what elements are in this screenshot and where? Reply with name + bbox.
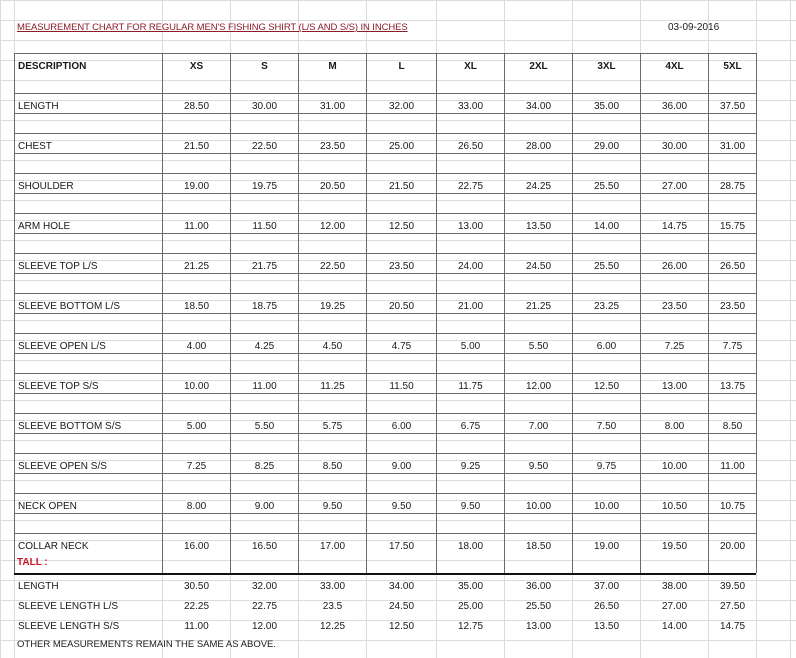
gridline-horizontal [0,0,796,1]
measurement-cell: 19.50 [661,541,688,552]
gridline-horizontal [0,400,796,401]
measurement-cell: 9.50 [460,501,481,512]
tall-measurement-cell: 38.00 [661,581,688,592]
measurement-cell: 4.50 [322,341,343,352]
measurement-cell: 10.00 [593,501,620,512]
measurement-cell: 8.50 [722,421,743,432]
tall-measurement-cell: 32.00 [251,581,278,592]
row-label: SLEEVE TOP S/S [18,381,99,392]
measurement-cell: 28.00 [525,141,552,152]
measurement-cell: 5.00 [460,341,481,352]
measurement-cell: 8.00 [186,501,207,512]
measurement-cell: 8.25 [254,461,275,472]
size-header: 3XL [597,61,616,72]
gridline-horizontal [0,520,796,521]
tall-measurement-cell: 12.50 [388,621,415,632]
measurement-cell: 21.50 [388,181,415,192]
measurement-cell: 4.75 [391,341,412,352]
tall-measurement-cell: 23.5 [322,601,343,612]
tall-measurement-cell: 14.00 [661,621,688,632]
row-label: SLEEVE BOTTOM L/S [18,301,121,312]
table-border [14,93,756,94]
measurement-cell: 9.00 [391,461,412,472]
measurement-cell: 26.50 [457,141,484,152]
measurement-cell: 7.75 [722,341,743,352]
tall-measurement-cell: 37.00 [593,581,620,592]
measurement-cell: 32.00 [388,101,415,112]
measurement-cell: 7.25 [186,461,207,472]
row-label: COLLAR NECK [18,541,89,552]
measurement-cell: 20.50 [319,181,346,192]
measurement-cell: 11.50 [252,221,277,232]
measurement-cell: 11.50 [389,381,414,392]
measurement-cell: 26.00 [661,261,688,272]
table-border [756,53,757,573]
measurement-cell: 10.00 [661,461,688,472]
measurement-cell: 13.00 [457,221,484,232]
size-header: 5XL [723,61,742,72]
measurement-cell: 20.00 [719,541,746,552]
tall-measurement-cell: 26.50 [593,601,620,612]
tall-measurement-cell: 22.75 [251,601,278,612]
measurement-cell: 9.50 [528,461,549,472]
measurement-cell: 24.50 [525,261,552,272]
measurement-cell: 30.00 [251,101,278,112]
gridline-horizontal [0,240,796,241]
measurement-cell: 26.50 [719,261,746,272]
tall-measurement-cell: 14.75 [719,621,746,632]
tall-measurement-cell: 30.50 [183,581,210,592]
measurement-cell: 5.75 [322,421,343,432]
measurement-cell: 18.50 [183,301,210,312]
size-header: XS [189,61,204,72]
tall-measurement-cell: 27.00 [661,601,688,612]
measurement-cell: 25.00 [388,141,415,152]
tall-measurement-cell: 34.00 [388,581,415,592]
measurement-cell: 12.00 [525,381,552,392]
measurement-cell: 24.25 [525,181,552,192]
tall-row-label: SLEEVE LENGTH S/S [18,621,120,632]
tall-measurement-cell: 33.00 [319,581,346,592]
measurement-cell: 36.00 [661,101,688,112]
measurement-cell: 23.50 [388,261,415,272]
table-border [14,373,756,374]
measurement-cell: 15.75 [719,221,746,232]
measurement-cell: 10.75 [719,501,746,512]
table-border [14,453,756,454]
measurement-cell: 7.25 [664,341,685,352]
tall-measurement-cell: 22.25 [183,601,210,612]
measurement-cell: 4.00 [186,341,207,352]
measurement-cell: 21.75 [251,261,278,272]
measurement-cell: 21.50 [183,141,210,152]
measurement-cell: 18.50 [525,541,552,552]
measurement-cell: 9.25 [460,461,481,472]
gridline-vertical [0,0,1,658]
measurement-cell: 27.00 [661,181,688,192]
table-border [14,213,756,214]
measurement-cell: 19.25 [319,301,346,312]
measurement-cell: 10.50 [661,501,688,512]
measurement-cell: 16.00 [183,541,210,552]
measurement-cell: 11.25 [320,381,345,392]
row-label: SLEEVE BOTTOM S/S [18,421,122,432]
size-header: 2XL [529,61,548,72]
tall-measurement-cell: 12.25 [319,621,346,632]
tall-row-label: LENGTH [18,581,59,592]
row-label: SLEEVE TOP L/S [18,261,98,272]
table-border [14,333,756,334]
measurement-cell: 16.50 [251,541,278,552]
row-label: SLEEVE OPEN S/S [18,461,107,472]
gridline-horizontal [0,320,796,321]
measurement-cell: 11.00 [184,221,209,232]
measurement-cell: 8.50 [322,461,343,472]
measurement-cell: 9.50 [322,501,343,512]
size-header: S [261,61,268,72]
gridline-horizontal [0,480,796,481]
measurement-cell: 9.75 [596,461,617,472]
measurement-cell: 13.50 [525,221,552,232]
tall-measurement-cell: 35.00 [457,581,484,592]
measurement-cell: 34.00 [525,101,552,112]
measurement-cell: 17.00 [319,541,346,552]
measurement-cell: 14.75 [661,221,688,232]
table-border [14,253,756,254]
table-border [14,493,756,494]
tall-divider-line [14,573,756,575]
table-border [14,173,756,174]
measurement-cell: 31.00 [319,101,346,112]
measurement-cell: 6.75 [460,421,481,432]
measurement-cell: 19.75 [251,181,278,192]
tall-measurement-cell: 13.00 [525,621,552,632]
measurement-cell: 12.00 [319,221,346,232]
gridline-horizontal [0,160,796,161]
measurement-cell: 37.50 [719,101,746,112]
gridline-vertical [790,0,791,658]
measurement-cell: 21.25 [525,301,552,312]
measurement-cell: 8.00 [664,421,685,432]
table-border [14,293,756,294]
measurement-cell: 28.75 [719,181,746,192]
measurement-cell: 24.00 [457,261,484,272]
measurement-cell: 29.00 [593,141,620,152]
measurement-cell: 20.50 [388,301,415,312]
row-label: NECK OPEN [18,501,77,512]
measurement-cell: 7.50 [596,421,617,432]
measurement-cell: 7.00 [528,421,549,432]
table-border [14,533,756,534]
measurement-cell: 11.00 [252,381,277,392]
size-header: 4XL [665,61,684,72]
gridline-horizontal [0,440,796,441]
gridline-horizontal [0,120,796,121]
row-label: ARM HOLE [18,221,71,232]
measurement-cell: 5.00 [186,421,207,432]
row-label: SHOULDER [18,181,74,192]
measurement-cell: 19.00 [183,181,210,192]
measurement-cell: 17.50 [388,541,415,552]
table-border [14,133,756,134]
table-border [14,53,756,54]
measurement-cell: 28.50 [183,101,210,112]
measurement-cell: 22.75 [457,181,484,192]
measurement-cell: 35.00 [593,101,620,112]
measurement-cell: 21.00 [457,301,484,312]
measurement-cell: 9.50 [391,501,412,512]
size-header: L [398,61,405,72]
measurement-cell: 18.75 [251,301,278,312]
measurement-cell: 31.00 [719,141,746,152]
tall-measurement-cell: 25.50 [525,601,552,612]
sheet-title: MEASUREMENT CHART FOR REGULAR MEN'S FISHING SHIRT (L/S AND S/S) IN INCHES [17,22,408,33]
description-header: DESCRIPTION [18,61,87,72]
measurement-cell: 9.00 [254,501,275,512]
measurement-cell: 5.50 [528,341,549,352]
measurement-cell: 14.00 [593,221,620,232]
gridline-horizontal [0,280,796,281]
measurement-cell: 12.50 [593,381,620,392]
measurement-cell: 5.50 [254,421,275,432]
measurement-cell: 6.00 [391,421,412,432]
table-border [14,413,756,414]
measurement-cell: 23.50 [661,301,688,312]
gridline-horizontal [0,40,796,41]
measurement-cell: 33.00 [457,101,484,112]
measurement-cell: 22.50 [251,141,278,152]
gridline-horizontal [0,360,796,361]
measurement-cell: 23.50 [319,141,346,152]
measurement-cell: 19.00 [593,541,620,552]
tall-section-label: TALL : [17,557,48,568]
tall-measurement-cell: 12.75 [457,621,484,632]
measurement-cell: 10.00 [183,381,210,392]
measurement-cell: 11.00 [720,461,745,472]
measurement-cell: 23.25 [593,301,620,312]
measurement-cell: 18.00 [457,541,484,552]
measurement-cell: 25.50 [593,181,620,192]
tall-measurement-cell: 24.50 [388,601,415,612]
tall-measurement-cell: 27.50 [719,601,746,612]
measurement-cell: 4.25 [254,341,275,352]
measurement-cell: 23.50 [719,301,746,312]
row-label: LENGTH [18,101,59,112]
gridline-horizontal [0,560,796,561]
measurement-cell: 6.00 [596,341,617,352]
measurement-cell: 30.00 [661,141,688,152]
tall-measurement-cell: 25.00 [457,601,484,612]
tall-measurement-cell: 12.00 [251,621,278,632]
sheet-date: 03-09-2016 [668,22,720,33]
gridline-horizontal [0,200,796,201]
measurement-cell: 12.50 [388,221,415,232]
tall-row-label: SLEEVE LENGTH L/S [18,601,119,612]
measurement-cell: 21.25 [183,261,210,272]
row-label: CHEST [18,141,52,152]
measurement-cell: 22.50 [319,261,346,272]
tall-measurement-cell: 11.00 [184,621,209,632]
tall-measurement-cell: 13.50 [593,621,620,632]
measurement-cell: 25.50 [593,261,620,272]
tall-measurement-cell: 36.00 [525,581,552,592]
measurement-cell: 13.75 [719,381,746,392]
footnote: OTHER MEASUREMENTS REMAIN THE SAME AS ABOVE. [17,639,277,650]
gridline-horizontal [0,80,796,81]
tall-measurement-cell: 39.50 [719,581,746,592]
size-header: M [328,61,337,72]
measurement-cell: 10.00 [525,501,552,512]
row-label: SLEEVE OPEN L/S [18,341,106,352]
measurement-cell: 11.75 [458,381,483,392]
size-header: XL [464,61,477,72]
measurement-cell: 13.00 [661,381,688,392]
